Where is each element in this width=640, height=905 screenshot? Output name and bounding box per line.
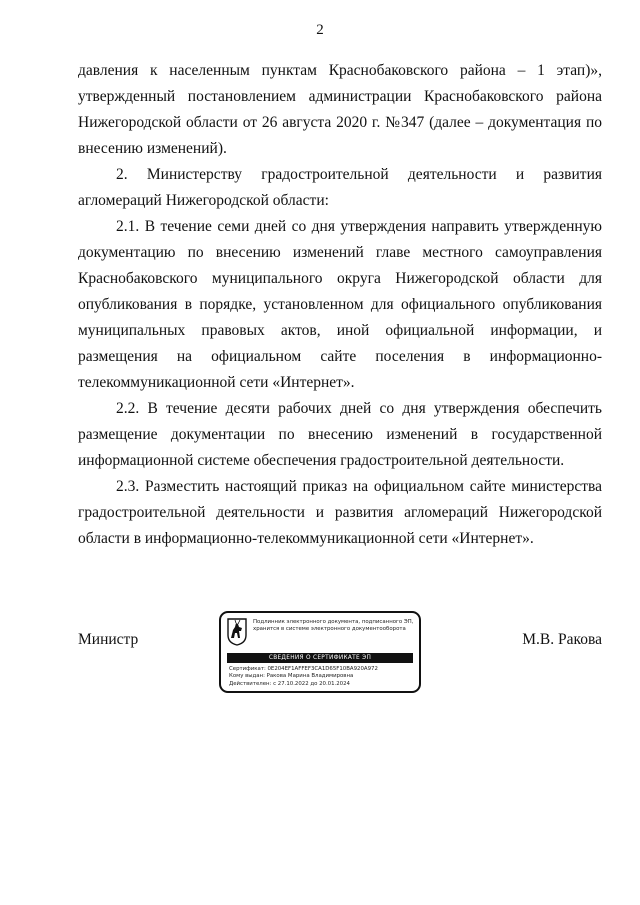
coat-of-arms-icon	[227, 618, 247, 646]
signatory-position: Министр	[78, 631, 139, 648]
paragraph-2: 2. Министерству градостроительной деятельности и развития агломераций Нижегородской области:	[78, 166, 602, 209]
stamp-note: Подлинник электронного документа, подписанного ЭП, хранится в системе электронного документооборота	[253, 619, 414, 632]
page-number: 2	[316, 22, 324, 38]
paragraph-2-3: 2.3. Разместить настоящий приказ на официальном сайте министерства градостроительной деятельности и развития агломераций Нижегородской области в информационно-телекоммуникационной сети «Интернет».	[78, 478, 602, 547]
stamp-validity: Действителен: с 27.10.2022 до 20.01.2024	[229, 680, 350, 687]
paragraph-continuation: давления к населенным пунктам Краснобаковского района – 1 этап)», утвержденный постановлением администрации Краснобаковского района Нижегородской области от 26 августа 2020 г. №347 (далее – документация по внесению изменений).	[78, 62, 602, 157]
stamp-header-area	[227, 618, 417, 650]
stamp-details	[229, 666, 415, 688]
stamp-issued-to: Кому выдан: Ракова Марина Владимировна	[229, 673, 354, 680]
signatory-name: М.В. Ракова	[522, 631, 602, 648]
stamp-certificate: Сертификат: 0E204EF1AFFEF3CA1D65F10BA920A972	[229, 666, 378, 672]
document-body	[78, 58, 602, 552]
stamp-certificate-header: СВЕДЕНИЯ О СЕРТИФИКАТЕ ЭП	[227, 653, 413, 663]
electronic-signature-stamp	[219, 611, 421, 693]
paragraph-2-2: 2.2. В течение десяти рабочих дней со дня утверждения обеспечить размещение документации по внесению изменений в государственной информационной системе обеспечения градостроительной деятельности.	[78, 400, 602, 469]
paragraph-2-1: 2.1. В течение семи дней со дня утверждения направить утвержденную документацию по внесению изменений главе местного самоуправления Краснобаковского муниципального округа Нижегородской области для опубликования в порядке, установленном для официального опубликования муниципальных правовых актов, иной официальной информации, и размещения на официальном сайте поселения в информационно-телекоммуникационной сети «Интернет».	[78, 218, 602, 391]
